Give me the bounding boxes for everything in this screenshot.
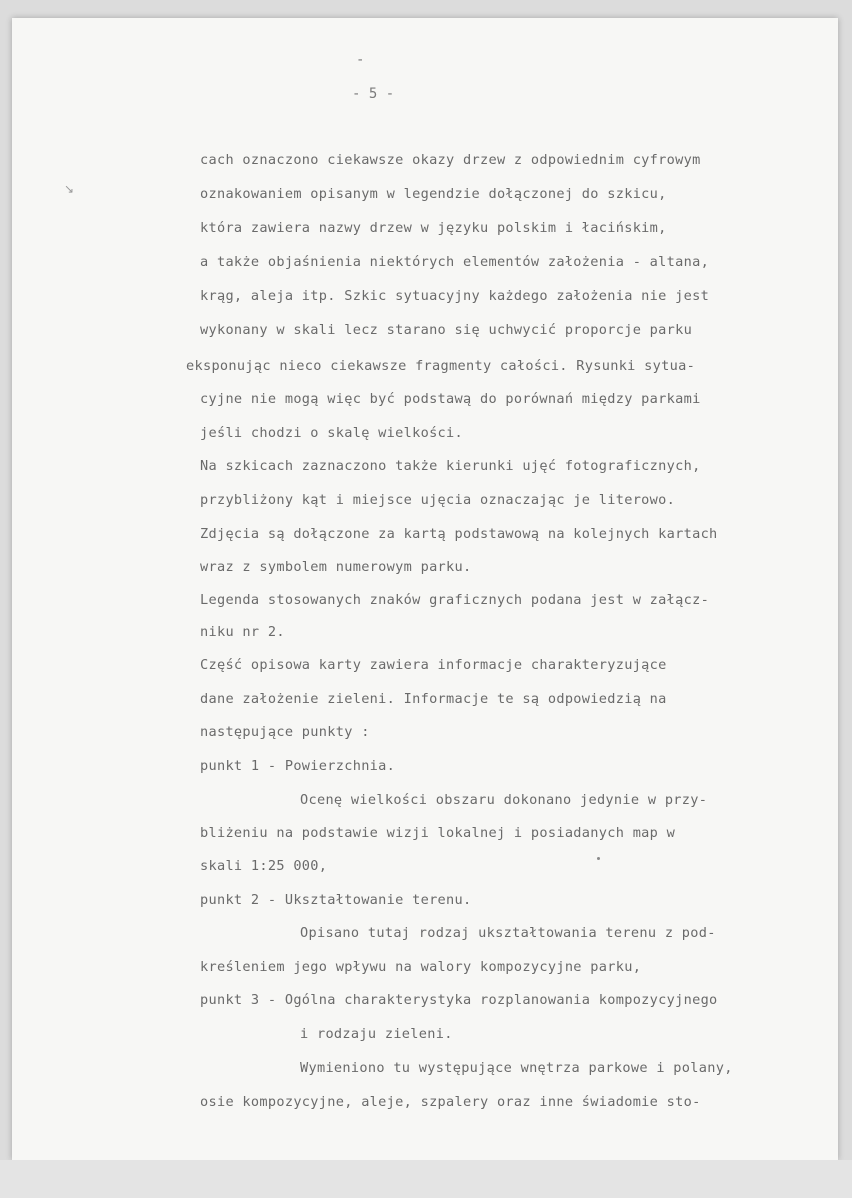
text-line: Wymieniono tu występujące wnętrza parkowe i polany,	[300, 1060, 733, 1076]
margin-tick-mark: ↘	[64, 182, 75, 196]
text-line: Część opisowa karty zawiera informacje charakteryzujące	[200, 657, 667, 673]
text-line: i rodzaju zieleni.	[300, 1026, 453, 1042]
text-line: bliżeniu na podstawie wizji lokalnej i posiadanych map w	[200, 825, 676, 841]
text-line: która zawiera nazwy drzew w języku polskim i łacińskim,	[200, 220, 667, 236]
text-line: cyjne nie mogą więc być podstawą do porównań między parkami	[200, 391, 701, 407]
text-line: Opisano tutaj rodzaj ukształtowania terenu z pod-	[300, 925, 716, 941]
text-line: Na szkicach zaznaczono także kierunki ujęć fotograficznych,	[200, 458, 701, 474]
text-line: kreśleniem jego wpływu na walory kompozycyjne parku,	[200, 959, 642, 975]
text-line: cach oznaczono ciekawsze okazy drzew z odpowiednim cyfrowym	[200, 152, 701, 168]
text-line: Legenda stosowanych znaków graficznych podana jest w załącz-	[200, 592, 710, 608]
text-line: Zdjęcia są dołączone za kartą podstawową na kolejnych kartach	[200, 526, 718, 542]
text-line: skali 1:25 000,	[200, 858, 328, 874]
scan-speck	[597, 857, 600, 860]
text-line: punkt 1 - Powierzchnia.	[200, 758, 396, 774]
text-line: dane założenie zieleni. Informacje te są odpowiedzią na	[200, 691, 667, 707]
text-line: punkt 3 - Ogólna charakterystyka rozplanowania kompozycyjnego	[200, 992, 718, 1008]
text-line: punkt 2 - Ukształtowanie terenu.	[200, 892, 472, 908]
text-line: krąg, aleja itp. Szkic sytuacyjny każdego założenia nie jest	[200, 288, 710, 304]
scan-bottom-edge	[0, 1160, 852, 1198]
text-line: jeśli chodzi o skalę wielkości.	[200, 425, 464, 441]
text-line: Ocenę wielkości obszaru dokonano jedynie w przy-	[300, 792, 708, 808]
text-line: przybliżony kąt i miejsce ujęcia oznaczając je literowo.	[200, 492, 676, 508]
text-line: a także objaśnienia niektórych elementów założenia - altana,	[200, 254, 710, 270]
text-line: wykonany w skali lecz starano się uchwycić proporcje parku	[200, 322, 693, 338]
text-line: następujące punkty :	[200, 724, 370, 740]
text-line: niku nr 2.	[200, 624, 285, 640]
page-number: - 5 -	[352, 86, 395, 102]
text-line: eksponując nieco ciekawsze fragmenty całości. Rysunki sytua-	[186, 358, 696, 374]
text-line: wraz z symbolem numerowym parku.	[200, 559, 472, 575]
top-dash-mark: -	[356, 52, 365, 68]
text-line: osie kompozycyjne, aleje, szpalery oraz inne świadomie sto-	[200, 1094, 701, 1110]
text-line: oznakowaniem opisanym w legendzie dołączonej do szkicu,	[200, 186, 667, 202]
